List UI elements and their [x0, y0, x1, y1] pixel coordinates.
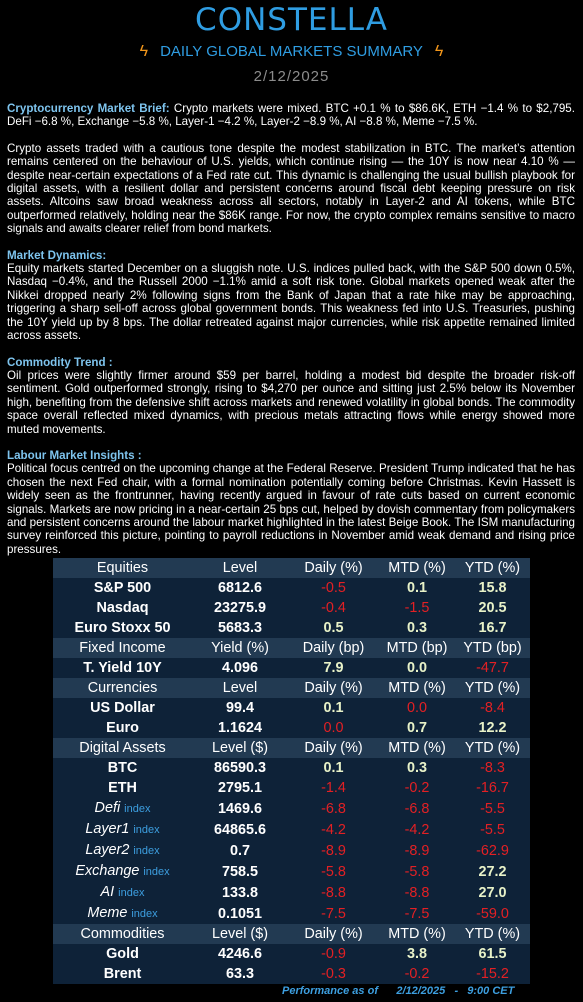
column-header: YTD (bp)	[455, 638, 530, 658]
table-row	[53, 819, 530, 840]
level-cell: 5683.3	[192, 618, 288, 638]
asset-name: BTC	[107, 760, 138, 776]
asset-name-cell	[53, 903, 192, 924]
level-cell: 99.4	[192, 698, 288, 718]
change-cell: 16.7	[455, 618, 530, 638]
asset-name: Euro Stoxx 50	[74, 620, 171, 636]
asset-name-cell	[53, 840, 192, 861]
asset-name: ETH	[108, 780, 137, 796]
table-row	[53, 778, 530, 798]
level-cell: 64865.6	[192, 819, 288, 840]
change-cell: -6.8	[288, 798, 379, 819]
column-header: Daily (%)	[288, 558, 379, 578]
crypto-brief-section	[7, 102, 575, 129]
change-cell: -4.2	[379, 819, 455, 840]
lightning-bolt-icon: ϟ	[139, 43, 149, 60]
report-body	[7, 102, 575, 569]
change-cell: 0.0	[288, 718, 379, 738]
table-row	[53, 882, 530, 903]
column-header: MTD (%)	[379, 924, 455, 944]
performance-footer	[282, 985, 514, 997]
index-suffix: index	[131, 908, 158, 920]
column-header: MTD (%)	[379, 738, 455, 758]
table-row	[53, 861, 530, 882]
footer-separator: -	[454, 985, 459, 997]
asset-name: Brent	[103, 966, 142, 982]
table-group-header	[53, 558, 530, 578]
table-row	[53, 718, 530, 738]
change-cell: -8.8	[379, 882, 455, 903]
column-header: Fixed Income	[53, 638, 192, 658]
table-group-header	[53, 924, 530, 944]
asset-name: Gold	[106, 946, 139, 962]
level-cell: 4.096	[192, 658, 288, 678]
change-cell: -8.9	[288, 840, 379, 861]
section-text: Oil prices were slightly firmer around $59 per barrel, holding a modest bid despite the broader risk-off sentiment. Gold outperformed strongly, rising to $4,270 per ounce and sitting just 2.5% below its November high, benefiting from the defensive shift across markets and renewed volatility in global bonds. The commodity space overall reflected mixed dynamics, with precious metals attracting flows while energy showed more muted movements.	[7, 368, 575, 436]
brand-logo: CONSTELLA	[195, 2, 388, 38]
change-cell: -0.9	[288, 944, 379, 964]
column-header: Yield (%)	[192, 638, 288, 658]
change-cell: -0.4	[288, 598, 379, 618]
table-row	[53, 618, 530, 638]
labour-market-section	[7, 449, 575, 556]
asset-name: S&P 500	[93, 580, 152, 596]
level-cell: 1.1624	[192, 718, 288, 738]
table-row	[53, 698, 530, 718]
change-cell: -5.5	[455, 798, 530, 819]
asset-name: Euro	[106, 720, 139, 736]
asset-name-cell	[53, 758, 192, 778]
change-cell: -5.5	[455, 819, 530, 840]
column-header: MTD (%)	[379, 558, 455, 578]
index-suffix: index	[143, 866, 170, 878]
asset-name-cell	[53, 798, 192, 819]
level-cell: 2795.1	[192, 778, 288, 798]
section-text: Crypto assets traded with a cautious tone despite the modest stabilization in BTC. The market’s attention remains centered on the behaviour of U.S. yields, which continue rising — the 10Y is now near 4.10 % — despite near-certain expectations of a Fed rate cut. This dynamic is challenging the usual bullish playbook for digital assets, with a resilient dollar and persistent concerns around fiscal debt keeping pressure on risk assets. Altcoins saw broad weakness across all sectors, notably in Layer-2 and AI tokens, while BTC outperformed relatively, holding near the $86K range. For now, the crypto complex remains sensitive to macro signals and awaits clearer relief from bond markets.	[7, 141, 575, 236]
column-header: Currencies	[53, 678, 192, 698]
table-row	[53, 658, 530, 678]
table-row	[53, 944, 530, 964]
table-group-header	[53, 638, 530, 658]
lightning-bolt-icon: ϟ	[434, 43, 444, 60]
section-title: Market Dynamics:	[7, 248, 107, 262]
report-date: 2/12/2025	[253, 68, 330, 85]
change-cell: -6.8	[379, 798, 455, 819]
asset-name-cell	[53, 718, 192, 738]
table-row	[53, 758, 530, 778]
column-header: MTD (%)	[379, 678, 455, 698]
change-cell: 0.3	[379, 618, 455, 638]
asset-name: Layer2	[85, 842, 130, 858]
asset-name-cell	[53, 578, 192, 598]
asset-name-cell	[53, 861, 192, 882]
column-header: Commodities	[53, 924, 192, 944]
table-row	[53, 964, 530, 984]
change-cell: -15.2	[455, 964, 530, 984]
asset-name: Meme	[87, 905, 128, 921]
footer-time: 9:00 CET	[467, 985, 515, 997]
table-row	[53, 840, 530, 861]
column-header: Daily (%)	[288, 738, 379, 758]
change-cell: 27.0	[455, 882, 530, 903]
column-header: YTD (%)	[455, 678, 530, 698]
asset-name: Exchange	[75, 863, 140, 879]
change-cell: -5.8	[288, 861, 379, 882]
level-cell: 0.7	[192, 840, 288, 861]
change-cell: 7.9	[288, 658, 379, 678]
asset-name-cell	[53, 698, 192, 718]
index-suffix: index	[133, 845, 160, 857]
change-cell: -1.5	[379, 598, 455, 618]
change-cell: 0.7	[379, 718, 455, 738]
column-header: Digital Assets	[53, 738, 192, 758]
asset-name-cell	[53, 618, 192, 638]
level-cell: 4246.6	[192, 944, 288, 964]
section-title: Labour Market Insights :	[7, 448, 142, 462]
change-cell: -5.8	[379, 861, 455, 882]
level-cell: 1469.6	[192, 798, 288, 819]
asset-name-cell	[53, 964, 192, 984]
change-cell: -0.2	[379, 964, 455, 984]
column-header: YTD (%)	[455, 924, 530, 944]
change-cell: 0.1	[288, 698, 379, 718]
asset-name-cell	[53, 819, 192, 840]
change-cell: -7.5	[379, 903, 455, 924]
index-suffix: index	[124, 803, 151, 815]
asset-name-cell	[53, 598, 192, 618]
table-row	[53, 903, 530, 924]
change-cell: 0.5	[288, 618, 379, 638]
change-cell: 0.0	[379, 658, 455, 678]
change-cell: -8.8	[288, 882, 379, 903]
column-header: Level	[192, 558, 288, 578]
asset-name-cell	[53, 658, 192, 678]
commodity-trend-section	[7, 356, 575, 436]
asset-name: T. Yield 10Y	[83, 660, 162, 676]
market-dynamics-section	[7, 249, 575, 343]
level-cell: 758.5	[192, 861, 288, 882]
subtitle-text: DAILY GLOBAL MARKETS SUMMARY	[160, 43, 423, 60]
footer-date: 2/12/2025	[396, 985, 446, 997]
level-cell: 6812.6	[192, 578, 288, 598]
column-header: Daily (%)	[288, 924, 379, 944]
column-header: YTD (%)	[455, 558, 530, 578]
asset-name: AI	[100, 884, 115, 900]
table-row	[53, 578, 530, 598]
change-cell: 0.0	[379, 698, 455, 718]
table-row	[53, 598, 530, 618]
change-cell: -62.9	[455, 840, 530, 861]
level-cell: 0.1051	[192, 903, 288, 924]
change-cell: -8.3	[455, 758, 530, 778]
asset-name: Nasdaq	[96, 600, 149, 616]
change-cell: -0.5	[288, 578, 379, 598]
section-text: Political focus centred on the upcoming change at the Federal Reserve. President Trump indicated that he has chosen the next Fed chair, with a formal nomination potentially coming before Christmas. Kevin Hassett is widely seen as the frontrunner, having recently argued in favour of rate cuts based on current economic signals. Markets are now pricing in a near-certain 25 bps cut, helped by dovish commentary from policymakers and persistent concerns around the labour market highlighted in the latest Beige Book. The ISM manufacturing survey reinforced this picture, pointing to payroll reductions in November amid weak demand and rising price pressures.	[7, 462, 575, 556]
change-cell: 27.2	[455, 861, 530, 882]
level-cell: 86590.3	[192, 758, 288, 778]
change-cell: -0.2	[379, 778, 455, 798]
change-cell: -59.0	[455, 903, 530, 924]
table-row	[53, 798, 530, 819]
asset-name: Defi	[94, 800, 121, 816]
table-group-header	[53, 738, 530, 758]
report-header	[0, 0, 583, 88]
level-cell: 133.8	[192, 882, 288, 903]
change-cell: 20.5	[455, 598, 530, 618]
column-header: Level	[192, 678, 288, 698]
index-suffix: index	[133, 824, 160, 836]
change-cell: -8.9	[379, 840, 455, 861]
column-header: Equities	[53, 558, 192, 578]
asset-name-cell	[53, 944, 192, 964]
asset-name-cell	[53, 778, 192, 798]
change-cell: 0.1	[379, 578, 455, 598]
change-cell: -0.3	[288, 964, 379, 984]
change-cell: 3.8	[379, 944, 455, 964]
change-cell: -1.4	[288, 778, 379, 798]
change-cell: -47.7	[455, 658, 530, 678]
change-cell: -16.7	[455, 778, 530, 798]
column-header: Level ($)	[192, 924, 288, 944]
footer-label: Performance as of	[282, 985, 378, 997]
report-subtitle	[0, 42, 583, 62]
asset-name: Layer1	[85, 821, 130, 837]
crypto-commentary-section	[7, 142, 575, 236]
change-cell: 12.2	[455, 718, 530, 738]
change-cell: 0.3	[379, 758, 455, 778]
markets-table	[53, 558, 530, 984]
section-title: Commodity Trend :	[7, 355, 113, 369]
table-group-header	[53, 678, 530, 698]
asset-name-cell	[53, 882, 192, 903]
change-cell: -4.2	[288, 819, 379, 840]
column-header: Daily (bp)	[288, 638, 379, 658]
change-cell: 61.5	[455, 944, 530, 964]
column-header: MTD (bp)	[379, 638, 455, 658]
level-cell: 23275.9	[192, 598, 288, 618]
column-header: Daily (%)	[288, 678, 379, 698]
index-suffix: index	[118, 887, 145, 899]
column-header: Level ($)	[192, 738, 288, 758]
change-cell: -8.4	[455, 698, 530, 718]
change-cell: 15.8	[455, 578, 530, 598]
column-header: YTD (%)	[455, 738, 530, 758]
section-text: Equity markets started December on a sluggish note. U.S. indices pulled back, with the S&P 500 down 0.5%, Nasdaq −0.4%, and the Russell 2000 −1.1% amid a soft risk tone. Global markets opened weak after the Nikkei dropped nearly 2% following signs from the Bank of Japan that a rate hike may be approaching, triggering a sharp sell-off across global government bonds. This weakness fed into U.S. Treasuries, pushing the 10Y yield up by 8 bps. The dollar retreated against major currencies, while risk appetite remained limited across assets.	[7, 262, 575, 343]
asset-name: US Dollar	[90, 700, 155, 716]
section-text: Crypto markets were mixed. BTC +0.1 % to $86.6K, ETH −1.4 % to $2,795. DeFi −6.8 %, Exchange −5.8 %, Layer-1 −4.2 %, Layer-2 −8.9 %, AI −8.8 %, Meme −7.5 %.	[7, 102, 575, 129]
section-title: Cryptocurrency Market Brief:	[7, 102, 170, 115]
level-cell: 63.3	[192, 964, 288, 984]
change-cell: 0.1	[288, 758, 379, 778]
change-cell: -7.5	[288, 903, 379, 924]
